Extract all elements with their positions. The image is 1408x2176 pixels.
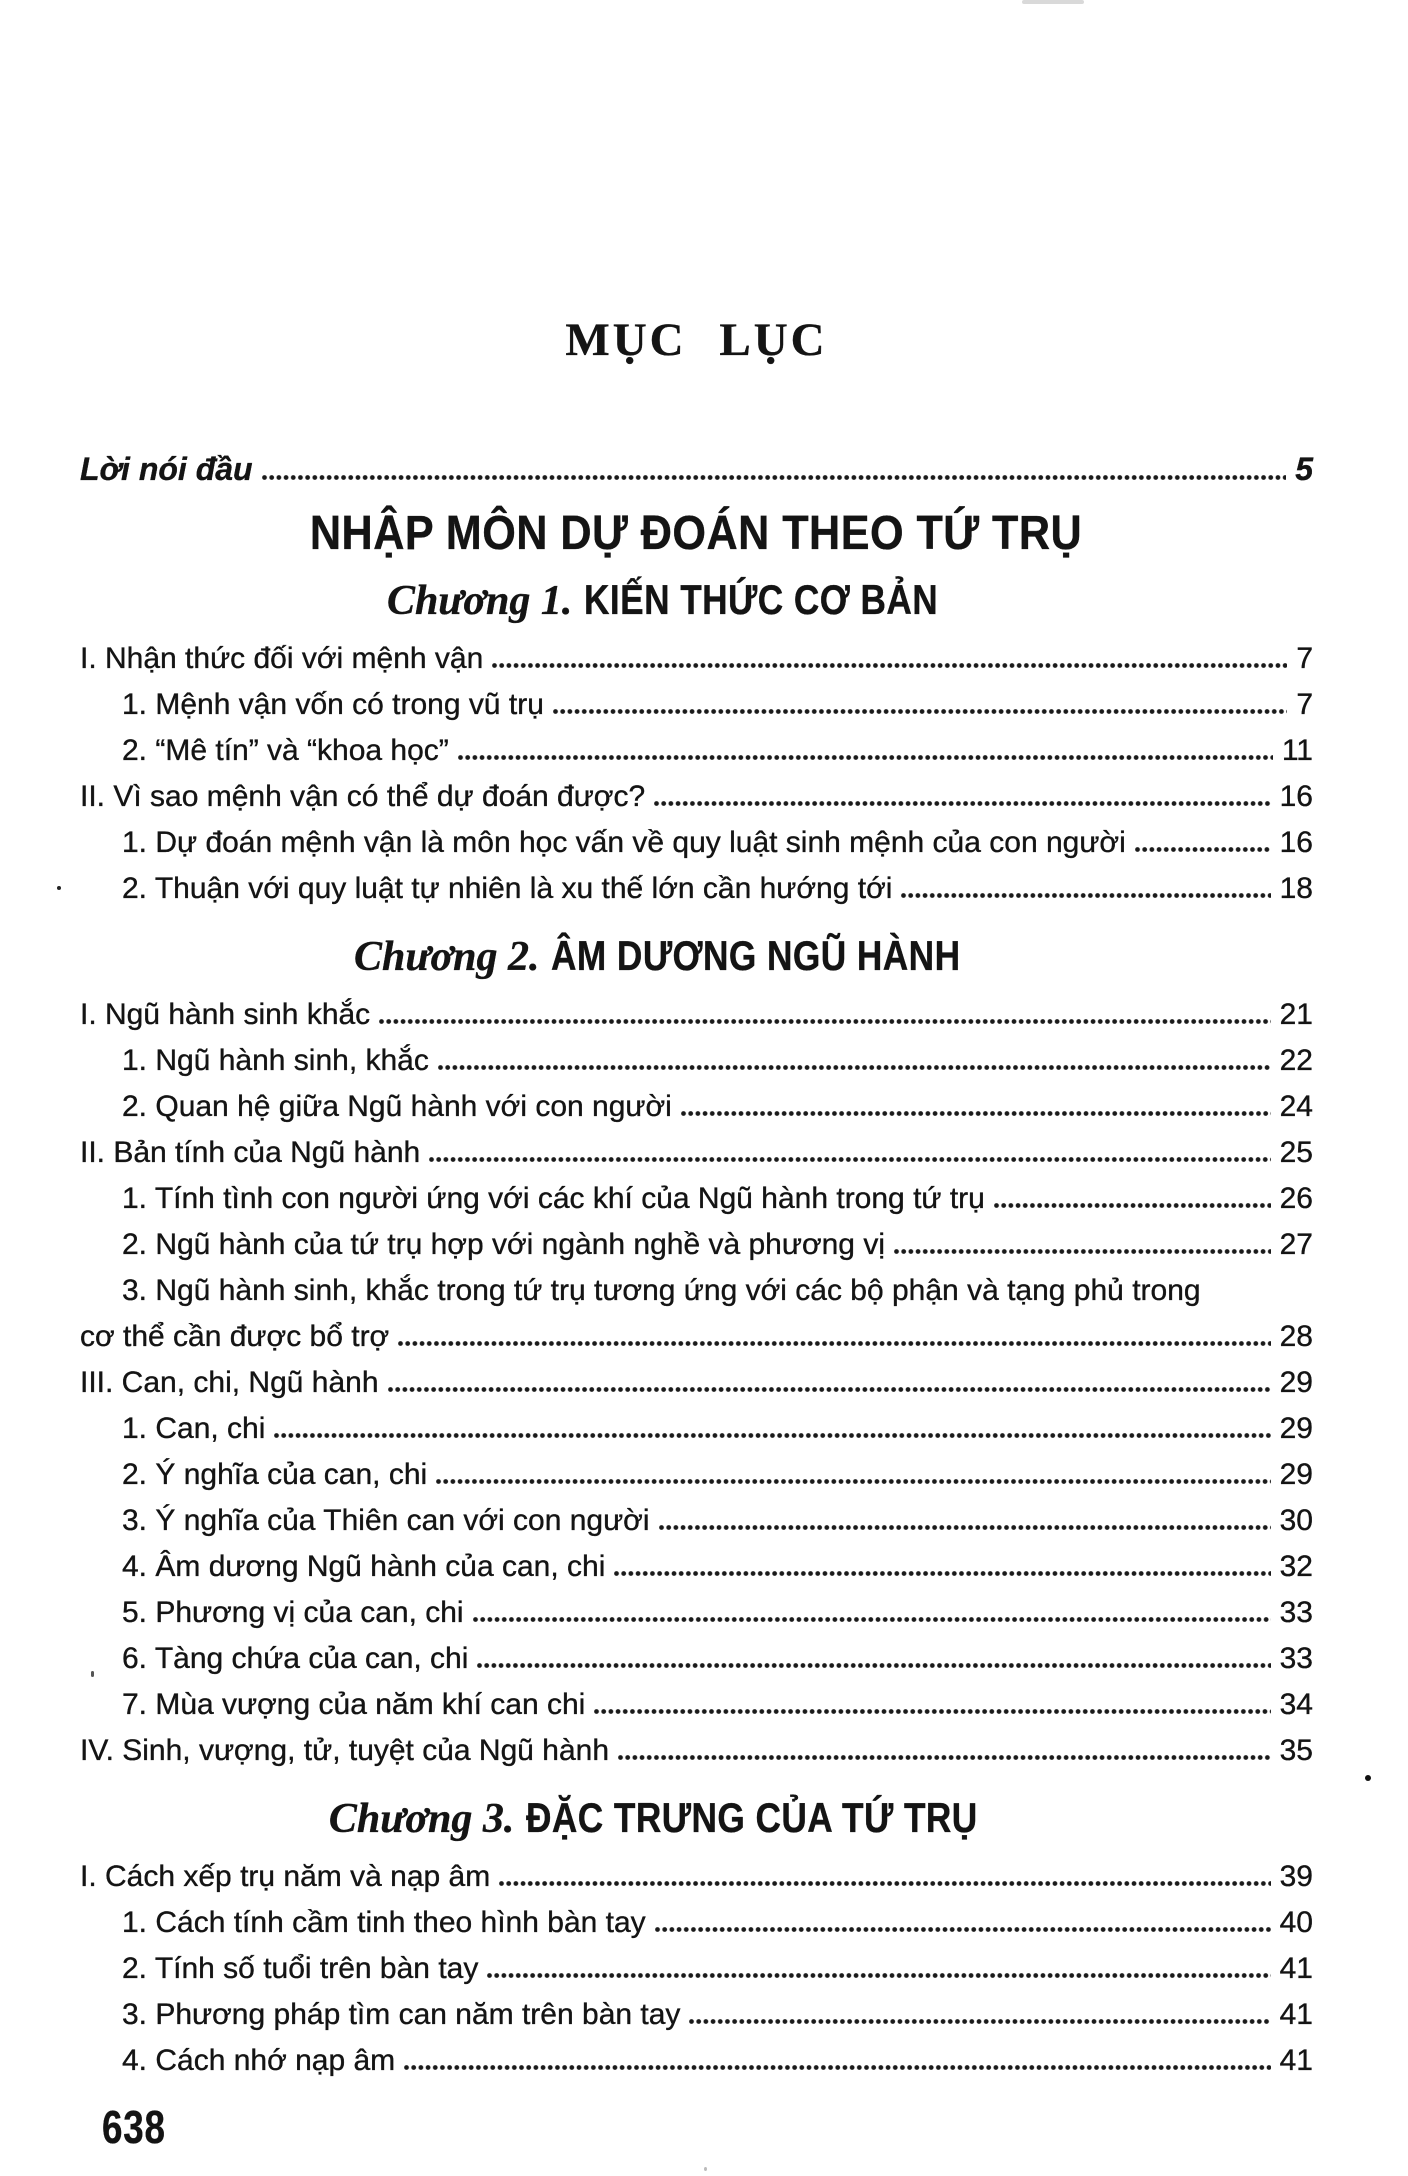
leader-dots [436, 1479, 1270, 1484]
toc-entry [80, 1044, 1313, 1090]
leader-dots [458, 755, 1273, 760]
toc-entry-page: 35 [1279, 1734, 1313, 1767]
leader-dots [553, 709, 1287, 714]
chapter-title: KIẾN THỨC CƠ BẢN [584, 576, 939, 623]
toc-entry-label: 4. Cách nhớ nạp âm [122, 2044, 396, 2077]
toc-entry-label: 4. Âm dương Ngũ hành của can, chi [122, 1550, 606, 1583]
toc-entry-label: II. Vì sao mệnh vận có thể dự đoán được? [80, 780, 646, 813]
toc-entry-page: 41 [1279, 1952, 1313, 1985]
leader-dots [689, 2019, 1270, 2024]
toc-entry-page: 32 [1279, 1550, 1313, 1583]
toc-entry-label: I. Ngũ hành sinh khắc [80, 998, 371, 1031]
leader-dots [388, 1387, 1271, 1392]
front-matter-label: Lời nói đầu [80, 451, 253, 487]
toc-entry-page: 16 [1279, 780, 1313, 813]
part-title-text: NHẬP MÔN DỰ ĐOÁN THEO TỨ TRỤ [310, 507, 1083, 560]
toc-entry-page: 7 [1296, 642, 1313, 675]
toc-entry-label: I. Nhận thức đối với mệnh vận [80, 642, 484, 675]
chapter-prefix: Chương 2. [354, 934, 540, 980]
toc-entry [80, 1734, 1313, 1780]
front-matter-page: 5 [1295, 451, 1313, 487]
toc-entry-label: 2. Ngũ hành của tứ trụ hợp với ngành nghề và phương vị [122, 1228, 885, 1261]
toc-entry-page: 30 [1279, 1504, 1313, 1537]
toc-entry-label: 3. Phương pháp tìm can năm trên bàn tay [122, 1998, 681, 2031]
toc-entry-page: 26 [1279, 1182, 1313, 1215]
leader-dots [404, 2065, 1270, 2070]
toc-entry-label: IV. Sinh, vượng, tử, tuyệt của Ngũ hành [80, 1734, 610, 1767]
page-title: MỤC LỤC [565, 314, 828, 366]
toc-entry [80, 1412, 1313, 1458]
toc-entry-label: 2. Ý nghĩa của can, chi [122, 1458, 428, 1491]
toc-entry-page: 41 [1279, 1998, 1313, 2031]
chapter-title: ÂM DƯƠNG NGŨ HÀNH [551, 932, 961, 979]
toc-entry [80, 734, 1313, 780]
scan-artifact-dot [57, 886, 61, 890]
toc-entry-page: 27 [1279, 1228, 1313, 1261]
toc-entry-label: 5. Phương vị của can, chi [122, 1596, 464, 1629]
toc-entry-page: 40 [1279, 1906, 1313, 1939]
chapter-heading [80, 574, 1313, 636]
toc-entry-page: 33 [1279, 1596, 1313, 1629]
folio-page-number-text: 638 [102, 2101, 166, 2153]
toc-entry-page: 11 [1281, 734, 1313, 767]
toc-entry [80, 1366, 1313, 1412]
leader-dots [499, 1881, 1270, 1886]
toc-entry-label: 1. Can, chi [122, 1412, 266, 1445]
toc-list [80, 642, 1313, 918]
part-title [80, 506, 1313, 562]
toc-entry-label: 2. Quan hệ giữa Ngũ hành với con người [122, 1090, 672, 1123]
leader-dots [398, 1341, 1270, 1346]
toc-entry-page: 24 [1279, 1090, 1313, 1123]
leader-dots [659, 1525, 1271, 1530]
toc-entry [80, 1458, 1313, 1504]
toc-entry-page: 22 [1279, 1044, 1313, 1077]
toc-entry-label: 7. Mùa vượng của năm khí can chi [122, 1688, 586, 1721]
toc-entry [80, 826, 1313, 872]
chapter-prefix: Chương 3. [328, 1796, 515, 1842]
toc-entry-label: 1. Cách tính cầm tinh theo hình bàn tay [122, 1906, 646, 1939]
leader-dots [1135, 847, 1271, 852]
toc-entry-label: I. Cách xếp trụ năm và nạp âm [80, 1860, 491, 1893]
toc-entry-label: 1. Mệnh vận vốn có trong vũ trụ [122, 688, 544, 721]
toc-entry-label: 6. Tàng chứa của can, chi [122, 1642, 469, 1675]
toc-entry-page: 7 [1296, 688, 1313, 721]
toc-entry-page: 29 [1279, 1412, 1313, 1445]
toc-entry [80, 1952, 1313, 1998]
toc-entry [80, 1320, 1313, 1366]
toc-entry-label: II. Bản tính của Ngũ hành [80, 1136, 421, 1169]
toc-entry-page: 25 [1279, 1136, 1313, 1169]
toc-entry-label: 1. Tính tình con người ứng với các khí của Ngũ hành trong tứ trụ [122, 1182, 985, 1215]
toc-entry [80, 1860, 1313, 1906]
leader-dots [274, 1433, 1270, 1438]
toc-entry-page: 33 [1279, 1642, 1313, 1675]
toc-entry-page: 41 [1279, 2044, 1313, 2077]
toc-entry-label: 2. “Mê tín” và “khoa học” [122, 734, 449, 767]
toc-entry [80, 1906, 1313, 1952]
leader-dots [654, 801, 1270, 806]
toc-entry-page: 39 [1279, 1860, 1313, 1893]
toc-entry-page: 18 [1279, 872, 1313, 905]
scan-artifact-dot [1365, 1775, 1371, 1781]
leader-dots [379, 1019, 1270, 1024]
toc-entry-label: 2. Thuận với quy luật tự nhiên là xu thế lớn cần hướng tới [122, 872, 893, 905]
toc-entry-label: 1. Dự đoán mệnh vận là môn học vấn về quy luật sinh mệnh của con người [122, 826, 1126, 859]
toc-entry-label: III. Can, chi, Ngũ hành [80, 1366, 379, 1399]
leader-dots [655, 1927, 1271, 1932]
toc-entry [80, 1688, 1313, 1734]
toc-content [80, 0, 1313, 2090]
scan-artifact-dot [704, 2167, 707, 2171]
leader-dots [594, 1709, 1270, 1714]
leader-dots [438, 1065, 1271, 1070]
chapter-heading [80, 930, 1313, 992]
toc-entry [80, 1136, 1313, 1182]
toc-entry [80, 1596, 1313, 1642]
leader-dots [492, 663, 1287, 668]
leader-dots [473, 1617, 1271, 1622]
leader-dots [994, 1203, 1271, 1208]
toc-entry-page: 29 [1279, 1366, 1313, 1399]
toc-entry-page: 28 [1279, 1320, 1313, 1353]
toc-entry [80, 1090, 1313, 1136]
toc-entry [80, 1504, 1313, 1550]
toc-list [80, 1860, 1313, 2090]
toc-entry-label: 1. Ngũ hành sinh, khắc [122, 1044, 429, 1077]
toc-entry-label: 2. Tính số tuổi trên bàn tay [122, 1952, 479, 1985]
leader-dots [618, 1755, 1271, 1760]
toc-entry [80, 998, 1313, 1044]
toc-entry [80, 1550, 1313, 1596]
toc-entry [80, 1228, 1313, 1274]
toc-entry-label: 3. Ngũ hành sinh, khắc trong tứ trụ tương ứng với các bộ phận và tạng phủ trong [122, 1274, 1201, 1307]
toc-entry [80, 688, 1313, 734]
leader-dots [614, 1571, 1270, 1576]
leader-dots [429, 1157, 1270, 1162]
toc-entry-label: 3. Ý nghĩa của Thiên can với con người [122, 1504, 650, 1537]
chapter-prefix: Chương 1. [386, 578, 573, 624]
toc-entry [80, 780, 1313, 826]
toc-entry [80, 1182, 1313, 1228]
leader-dots [477, 1663, 1270, 1668]
toc-entry-page: 34 [1279, 1688, 1313, 1721]
toc-list [80, 998, 1313, 1780]
chapter-title: ĐẶC TRƯNG CỦA TỨ TRỤ [526, 1794, 979, 1841]
leader-dots [894, 1249, 1271, 1254]
toc-entry-page: 16 [1279, 826, 1313, 859]
folio-page-number [102, 2101, 182, 2153]
leader-dots [901, 893, 1270, 898]
leader-dots [262, 475, 1287, 480]
toc-entry [80, 1642, 1313, 1688]
toc-entry-label: cơ thể cần được bổ trợ [80, 1320, 390, 1353]
front-matter-entry [80, 446, 1313, 493]
chapter-heading [80, 1792, 1313, 1854]
toc-entry [80, 1998, 1313, 2044]
leader-dots [487, 1973, 1270, 1978]
toc-entry [80, 1274, 1313, 1320]
toc-entry-page: 21 [1279, 998, 1313, 1031]
toc-chapters [80, 574, 1313, 2090]
toc-entry [80, 2044, 1313, 2090]
leader-dots [681, 1111, 1271, 1116]
toc-entry-page: 29 [1279, 1458, 1313, 1491]
toc-entry [80, 642, 1313, 688]
toc-entry [80, 872, 1313, 918]
